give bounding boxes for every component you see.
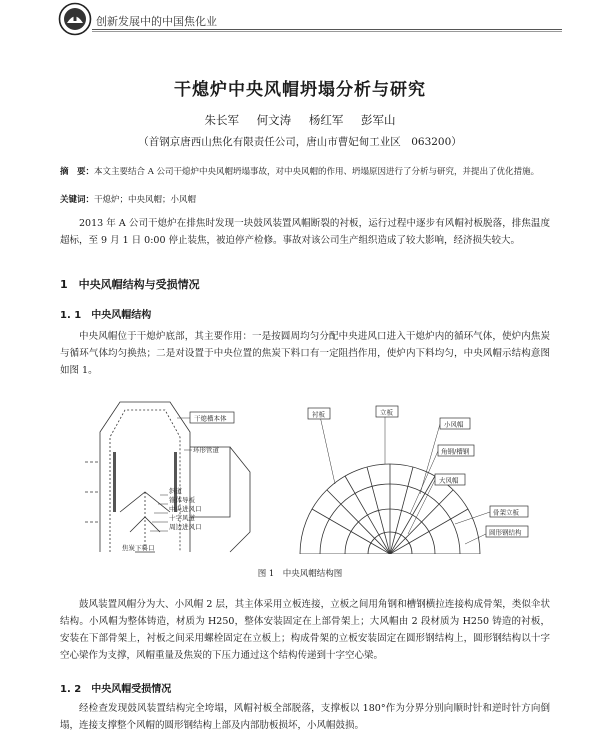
affiliation: （首钢京唐西山焦化有限责任公司，唐山市曹妃甸工业区 063200）: [138, 136, 462, 148]
abstract-label: 摘 要：: [60, 167, 95, 177]
abstract-text: 本文主要结合 A 公司干熄炉中央风帽坍塌事故，对中央风帽的作用、坍塌原因进行了分析与研究，并提出了优化措施。: [94, 167, 540, 177]
paper-title: 干熄炉中央风帽坍塌分析与研究: [174, 80, 426, 100]
body-paragraph: 中央风帽位于干熄炉底部，其主要作用：一是按圆周均匀分配中央进风口进入干熄炉内的循环气体，使炉内焦炭与循环气体均匀换热；二是对设置于中央位置的焦炭下料口有一定阻挡作用，使炉内下料均匀，中央风帽示结构意图如图 1。: [60, 331, 550, 376]
label-liner: 衬板: [312, 410, 325, 419]
body-paragraph: 经检查发现鼓风装置结构完全垮塌，风帽衬板全部脱落，支撑板以 180°作为分界分别向顺时针和逆时针方向倒塌，连接支撑整个风帽的圆形钢结构上部及内部肋板损坏，小风帽鼓损。: [60, 703, 550, 731]
subsection-heading: 1. 1 中央风帽结构: [60, 310, 152, 321]
figure-plan-view: [290, 404, 530, 554]
intro-paragraph: 2013 年 A 公司干熄炉在排焦时发现一块鼓风装置风帽断裂的衬板，运行过程中逐步有风帽衬板脱落，排焦温度超标，至 9 月 1 日 0:00 停止装焦，被迫停产检修。事故对该公司生产组织造成了较大影响，经济损失较大。: [60, 218, 550, 246]
figure-caption: 图 1 中央风帽结构图: [257, 569, 343, 579]
abstract: [60, 165, 550, 179]
label-central-inlet: 中央进风口: [169, 505, 202, 513]
journal-logo-icon: [58, 2, 92, 36]
label-peripheral-inlet: 周边进风口: [169, 523, 202, 531]
label-cross-beam: 十字风道: [169, 514, 195, 522]
author: 彭军山: [360, 113, 396, 127]
author: 杨红军: [308, 113, 344, 127]
author-list: [0, 112, 600, 128]
keywords: [60, 193, 550, 207]
journal-name: 创新发展中的中国焦化业: [96, 15, 217, 28]
label-ring-steel: 圆形钢结构: [489, 528, 522, 537]
label-bone-plate: 骨架立板: [493, 508, 519, 517]
author: 朱长军: [204, 113, 240, 127]
keywords-text: 干熄炉；中央风帽；小风帽: [94, 195, 197, 205]
header-rule-thin: [92, 31, 562, 32]
section-heading: 1 中央风帽结构与受损情况: [60, 278, 200, 291]
label-angle-channel: 角钢/槽钢: [441, 447, 470, 456]
label-body: 干熄槽本体: [194, 414, 227, 423]
label-inclined: 斜道: [169, 487, 182, 495]
subsection-heading: 1. 2 中央风帽受损情况: [60, 684, 172, 695]
figure-cross-section: [80, 392, 280, 554]
header-rule: [92, 29, 562, 30]
label-coke-outlet: 焦炭下料口: [122, 544, 155, 552]
label-vertical-plate: 立板: [380, 408, 393, 417]
body-paragraph: 鼓风装置风帽分为大、小风帽 2 层，其主体采用立板连接，立板之间用角钢和槽钢横拉连接构成骨架，类似伞状结构。小风帽为整体铸造，材质为 H250，整体安装固定在上部骨架上；大风帽由 2 段材质为 H250 铸造的衬板，安装在下部骨架上，衬板之间采用螺栓固定在立板上；构成骨架的立板安装固定在圆形钢结构上，圆形钢结构以十字空心梁作为支撑，风帽重量及焦炭的下压力通过这个结构传递到十字空心梁。: [60, 599, 550, 661]
keywords-label: 关键词：: [60, 195, 95, 205]
label-guide-plate: 锥体导板: [169, 496, 195, 504]
author: 何文涛: [256, 113, 292, 127]
label-ring-duct: 环形管道: [193, 446, 219, 454]
label-small-cap: 小风帽: [444, 420, 464, 429]
label-large-cap: 大风帽: [439, 476, 459, 485]
